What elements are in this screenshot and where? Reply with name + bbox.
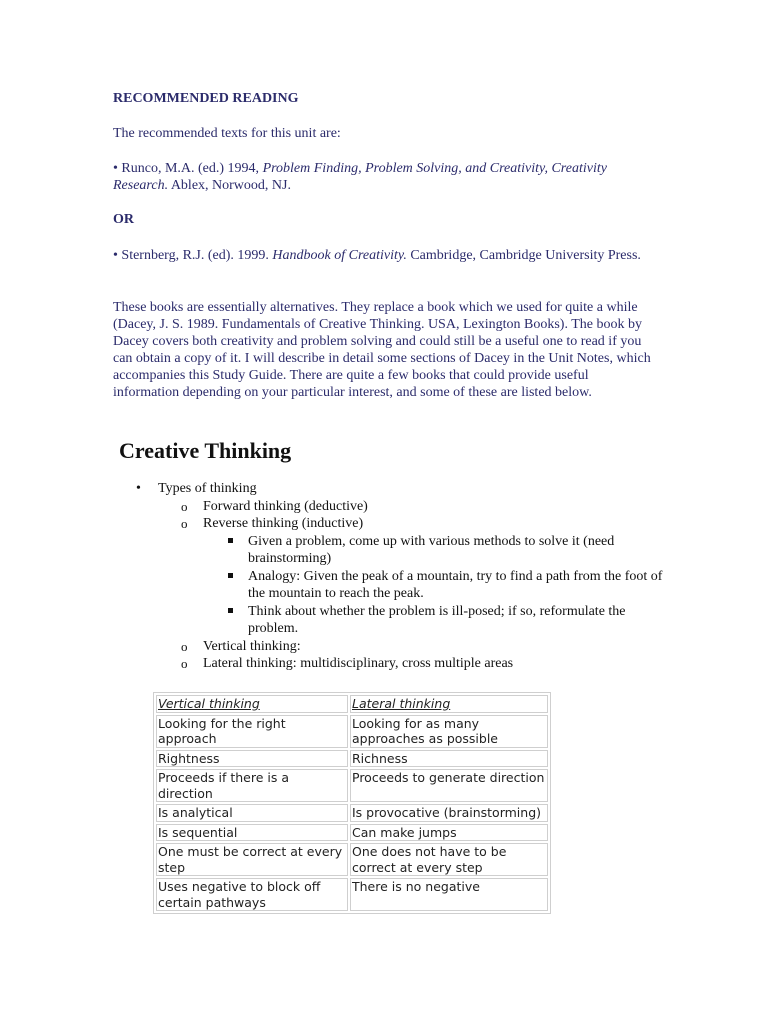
ref-title: Problem Finding, Problem Solving, and Creativity, Creativity Research. bbox=[113, 161, 607, 193]
table-cell: Is analytical bbox=[156, 804, 348, 822]
list-item bbox=[158, 655, 673, 673]
ref-authors: Sternberg, R.J. (ed). 1999. bbox=[121, 248, 269, 263]
bullet-circle-icon: o bbox=[181, 516, 188, 531]
list-item bbox=[158, 638, 673, 656]
table-cell: Uses negative to block off certain pathways bbox=[156, 878, 348, 911]
table-cell: There is no negative bbox=[350, 878, 548, 911]
table-row bbox=[156, 824, 548, 842]
list-item bbox=[158, 498, 673, 516]
table-cell: Can make jumps bbox=[350, 824, 548, 842]
list-item-label: Forward thinking (deductive) bbox=[203, 498, 368, 514]
ref-bullet: • bbox=[113, 248, 118, 263]
reference-runco bbox=[113, 160, 658, 194]
list-item-label: Reverse thinking (inductive) bbox=[203, 516, 364, 531]
bullet-disc-icon: • bbox=[136, 481, 141, 496]
column-header-vertical: Vertical thinking bbox=[156, 695, 348, 713]
bullet-square-icon bbox=[228, 608, 233, 613]
bullet-square-icon bbox=[228, 538, 233, 543]
reference-sternberg bbox=[113, 247, 658, 264]
table-row bbox=[156, 769, 548, 802]
table-cell: Rightness bbox=[156, 750, 348, 768]
thinking-outline bbox=[113, 480, 673, 673]
list-item-label: Analogy: Given the peak of a mountain, try to find a path from the foot of the mountain to reach the peak. bbox=[248, 568, 663, 601]
table-cell: Is provocative (brainstorming) bbox=[350, 804, 548, 822]
thinking-comparison-table bbox=[153, 692, 551, 914]
bullet-circle-icon: o bbox=[181, 638, 188, 654]
table-cell: Looking for the right approach bbox=[156, 715, 348, 748]
ref-bullet: • bbox=[113, 161, 118, 176]
table-cell: Is sequential bbox=[156, 824, 348, 842]
table-cell: Proceeds if there is a direction bbox=[156, 769, 348, 802]
section-title: RECOMMENDED READING bbox=[113, 91, 299, 106]
list-item bbox=[203, 603, 673, 638]
bullet-circle-icon: o bbox=[181, 498, 188, 514]
column-header-lateral: Lateral thinking bbox=[350, 695, 548, 713]
table-row bbox=[156, 878, 548, 911]
table-header-row bbox=[156, 695, 548, 713]
ref-authors: Runco, M.A. (ed.) 1994, bbox=[121, 161, 260, 176]
page-heading: Creative Thinking bbox=[119, 438, 292, 463]
table-cell: One does not have to be correct at every step bbox=[350, 843, 548, 876]
list-item-label: Vertical thinking: bbox=[203, 638, 301, 654]
or-label: OR bbox=[113, 212, 134, 227]
list-item bbox=[203, 568, 673, 603]
description-paragraph: These books are essentially alternatives. They replace a book which we used for quite a while (Dacey, J. S. 1989. Fundamentals of Creative Thinking. USA, Lexington Books). The book by Dacey covers both creativity and problem solving and could still be a useful one to read if you can obtain a copy of it. I will describe in detail some sections of Dacey in the Unit Notes, which accompanies this Study Guide. There are quite a few books that could provide useful information depending on your particular interest, and some of these are listed below. bbox=[113, 300, 651, 400]
list-item bbox=[113, 480, 673, 673]
table-cell: Richness bbox=[350, 750, 548, 768]
sublist bbox=[203, 533, 673, 638]
list-item-label: Types of thinking bbox=[158, 481, 257, 496]
table-row bbox=[156, 715, 548, 748]
ref-title: Handbook of Creativity. bbox=[272, 248, 407, 263]
list-item-label: Think about whether the problem is ill-posed; if so, reformulate the problem. bbox=[248, 603, 626, 636]
table-cell: One must be correct at every step bbox=[156, 843, 348, 876]
list-item-label: Given a problem, come up with various methods to solve it (need brainstorming) bbox=[248, 533, 615, 566]
table-cell: Proceeds to generate direction bbox=[350, 769, 548, 802]
bullet-circle-icon: o bbox=[181, 656, 188, 671]
table-row bbox=[156, 750, 548, 768]
ref-publisher: Cambridge, Cambridge University Press. bbox=[410, 248, 641, 263]
list-item bbox=[158, 515, 673, 638]
bullet-square-icon bbox=[228, 573, 233, 578]
intro-text: The recommended texts for this unit are: bbox=[113, 126, 341, 141]
table-row bbox=[156, 804, 548, 822]
ref-publisher: Ablex, Norwood, NJ. bbox=[170, 178, 291, 193]
sublist bbox=[158, 498, 673, 673]
table-row bbox=[156, 843, 548, 876]
list-item bbox=[203, 533, 673, 568]
list-item-label: Lateral thinking: multidisciplinary, cross multiple areas bbox=[203, 656, 514, 671]
table-cell: Looking for as many approaches as possible bbox=[350, 715, 548, 748]
